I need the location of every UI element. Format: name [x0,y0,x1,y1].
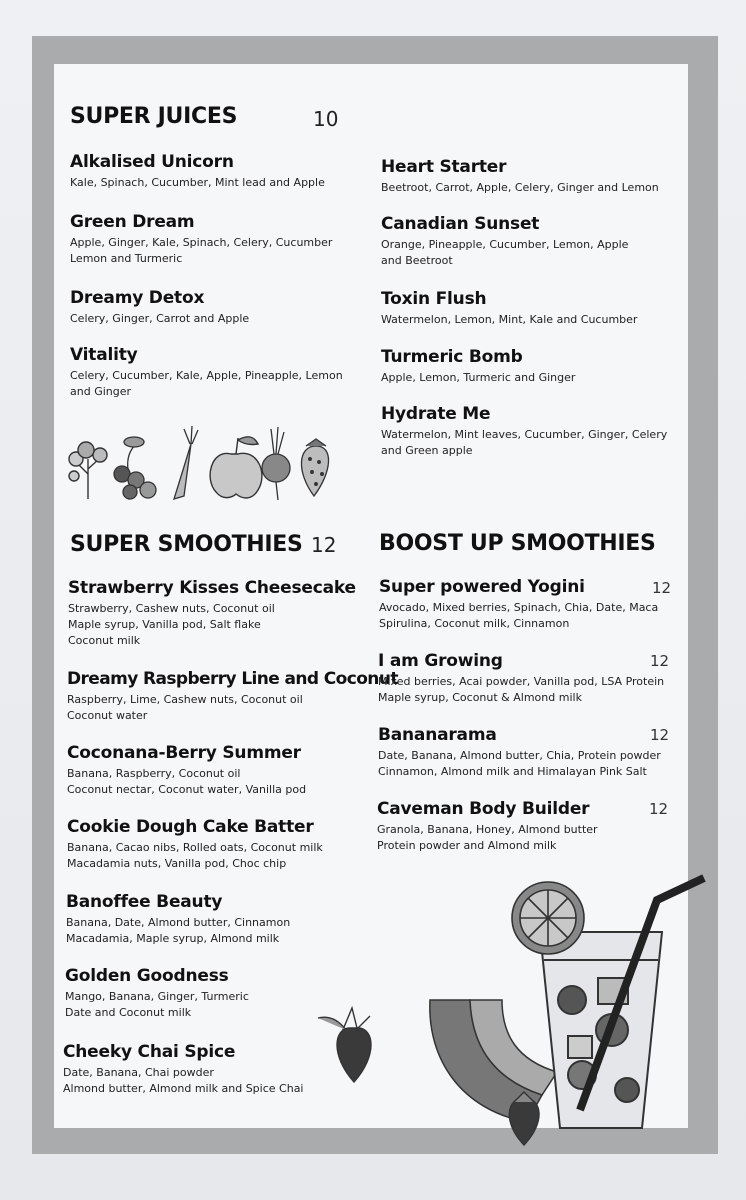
item-name: Golden Goodness [65,966,229,986]
menu-item-super-powered-yogini [379,577,679,632]
super-juices-price: 10 [313,107,339,131]
item-desc: Banana, Cacao nibs, Rolled oats, Coconut milk Macadamia nuts, Vanilla pod, Choc chip [67,841,323,870]
item-name: Bananarama [378,725,497,745]
menu-item-caveman-body-builder [377,799,677,854]
strawberry-icon [301,439,328,496]
super-smoothies-price: 12 [311,533,337,557]
item-desc: Watermelon, Mint leaves, Cucumber, Ginger, Celery and Green apple [381,428,668,457]
item-name: Dreamy Detox [70,288,205,308]
item-desc: Date, Banana, Almond butter, Chia, Protein powder Cinnamon, Almond milk and Himalayan Pink Salt [378,749,661,778]
menu-item-toxin-flush [381,289,671,328]
item-name: Strawberry Kisses Cheesecake [68,578,356,598]
item-desc: Avocado, Mixed berries, Spinach, Chia, Date, Maca Spirulina, Coconut milk, Cinnamon [379,601,659,630]
item-name: Cheeky Chai Spice [63,1042,236,1062]
menu-item-turmeric-bomb [381,347,671,386]
super-juices-title: SUPER JUICES [70,104,238,129]
item-desc: Watermelon, Lemon, Mint, Kale and Cucumber [381,313,638,326]
item-price: 12 [652,579,672,597]
cocktail-glass-icon [540,932,662,1128]
item-name: Green Dream [70,212,195,232]
item-desc: Raspberry, Lime, Cashew nuts, Coconut oil Coconut water [67,693,303,722]
item-name: Super powered Yogini [379,577,585,597]
item-desc: Granola, Banana, Honey, Almond butter Protein powder and Almond milk [377,823,598,852]
carrot-icon [174,426,198,499]
item-desc: Banana, Date, Almond butter, Cinnamon Macadamia, Maple syrup, Almond milk [66,916,291,945]
item-name: Canadian Sunset [381,214,540,234]
item-name: Cookie Dough Cake Batter [67,817,314,837]
item-desc: Mixed berries, Acai powder, Vanilla pod, LSA Protein Maple syrup, Coconut & Almond milk [378,675,665,704]
apple-icon [210,437,262,498]
item-price: 12 [649,800,669,818]
item-desc: Banana, Raspberry, Coconut oil Coconut nectar, Coconut water, Vanilla pod [67,767,307,796]
blueberries-icon [114,437,156,499]
menu-item-heart-starter [381,157,671,196]
radish-icon [262,427,290,500]
menu-item-i-am-growing [378,651,678,706]
item-name: Toxin Flush [381,289,487,309]
menu-item-strawberry-kisses-cheesecake [68,578,368,649]
menu-item-hydrate-me [381,404,671,459]
parsley-icon [69,442,107,499]
item-name: I am Growing [378,651,503,671]
watermelon-slice-icon [430,1000,557,1122]
item-desc: Kale, Spinach, Cucumber, Mint lead and Apple [70,176,325,189]
item-name: Caveman Body Builder [377,799,590,819]
item-desc: Mango, Banana, Ginger, Turmeric Date and Coconut milk [65,990,249,1019]
item-desc: Celery, Cucumber, Kale, Apple, Pineapple, Lemon and Ginger [70,369,343,398]
lime-slice-icon [512,882,584,954]
item-desc: Apple, Ginger, Kale, Spinach, Celery, Cucumber Lemon and Turmeric [70,236,333,265]
boost-up-smoothies-title: BOOST UP SMOOTHIES [379,531,656,556]
item-name: Coconana-Berry Summer [67,743,301,763]
item-name: Banoffee Beauty [66,892,223,912]
strawberry-icon [318,1008,371,1082]
menu-item-green-dream [70,212,360,267]
item-name: Heart Starter [381,157,507,177]
item-desc: Strawberry, Cashew nuts, Coconut oil Maple syrup, Vanilla pod, Salt flake Coconut milk [68,602,275,647]
item-desc: Beetroot, Carrot, Apple, Celery, Ginger and Lemon [381,181,659,194]
menu-item-dreamy-raspberry-line-and-coconut [67,669,398,724]
item-desc: Apple, Lemon, Turmeric and Ginger [381,371,576,384]
item-name: Dreamy Raspberry Line and Coconut [67,669,398,689]
item-name: Alkalised Unicorn [70,152,234,172]
item-desc: Orange, Pineapple, Cucumber, Lemon, Apple and Beetroot [381,238,629,267]
item-name: Vitality [70,345,138,365]
item-price: 12 [650,652,670,670]
item-name: Hydrate Me [381,404,491,424]
drink-illustration [312,860,712,1150]
menu-item-canadian-sunset [381,214,671,269]
menu-item-vitality [70,345,360,400]
menu-item-coconana-berry-summer [67,743,367,798]
menu-item-dreamy-detox [70,288,360,327]
super-smoothies-title: SUPER SMOOTHIES [70,532,303,557]
menu-item-alkalised-unicorn [70,152,360,191]
menu-item-bananarama [378,725,678,780]
item-desc: Celery, Ginger, Carrot and Apple [70,312,250,325]
item-name: Turmeric Bomb [381,347,523,367]
item-price: 12 [650,726,670,744]
item-desc: Date, Banana, Chai powder Almond butter, Almond milk and Spice Chai [63,1066,304,1095]
fruit-illustration-row [66,424,346,504]
